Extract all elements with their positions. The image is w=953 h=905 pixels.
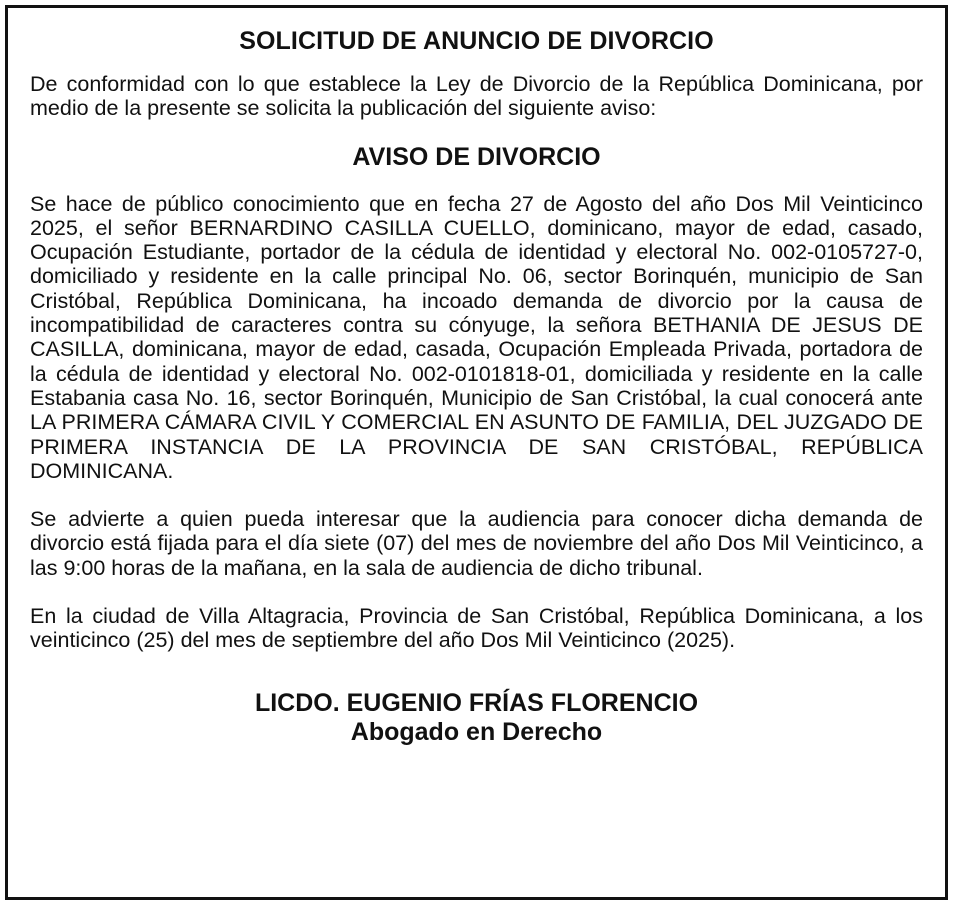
notice-subtitle: AVISO DE DIVORCIO	[352, 142, 601, 171]
intro-paragraph: De conformidad con lo que establece la Ley de Divorcio de la República Dominicana, por medio de la presente se solicita la publicación del siguiente aviso:	[30, 72, 923, 121]
notice-frame	[5, 5, 948, 900]
body-paragraph-2: Se advierte a quien pueda interesar que la audiencia para conocer dicha demanda de divorcio está fijada para el día siete (07) del mes de noviembre del año Dos Mil Veinticinco, a las 9:00 horas de la mañana, en la sala de audiencia de dicho tribunal.	[30, 507, 923, 580]
signatory-role: Abogado en Derecho	[350, 717, 603, 746]
body-paragraph-1: Se hace de público conocimiento que en fecha 27 de Agosto del año Dos Mil Veinticinco 2025, el señor BERNARDINO CASILLA CUELLO, dominicano, mayor de edad, casado, Ocupación Estudiante, portador de la cédula de identidad y electoral No. 002-0105727-0, domiciliado y residente en la calle principal No. 06, sector Borinquén, municipio de San Cristóbal, República Dominicana, ha incoado demanda de divorcio por la causa de incompatibilidad de caracteres contra su cónyuge, la señora BETHANIA DE JESUS DE CASILLA, dominicana, mayor de edad, casada, Ocupación Empleada Privada, portadora de la cédula de identidad y electoral No. 002-0101818-01, domiciliada y residente en la calle Estabania casa No. 16, sector Borinquén, Municipio de San Cristóbal, la cual conocerá ante LA PRIMERA CÁMARA CIVIL Y COMERCIAL EN ASUNTO DE FAMILIA, DEL JUZGADO DE PRIMERA INSTANCIA DE LA PROVINCIA DE SAN CRISTÓBAL, REPÚBLICA DOMINICANA.	[30, 191, 923, 483]
signatory-name: LICDO. EUGENIO FRÍAS FLORENCIO	[254, 688, 699, 717]
notice-content	[30, 26, 923, 746]
body-paragraph-3: En la ciudad de Villa Altagracia, Provincia de San Cristóbal, República Dominicana, a los veinticinco (25) del mes de septiembre del año Dos Mil Veinticinco (2025).	[30, 604, 923, 653]
notice-title: SOLICITUD DE ANUNCIO DE DIVORCIO	[239, 27, 714, 55]
